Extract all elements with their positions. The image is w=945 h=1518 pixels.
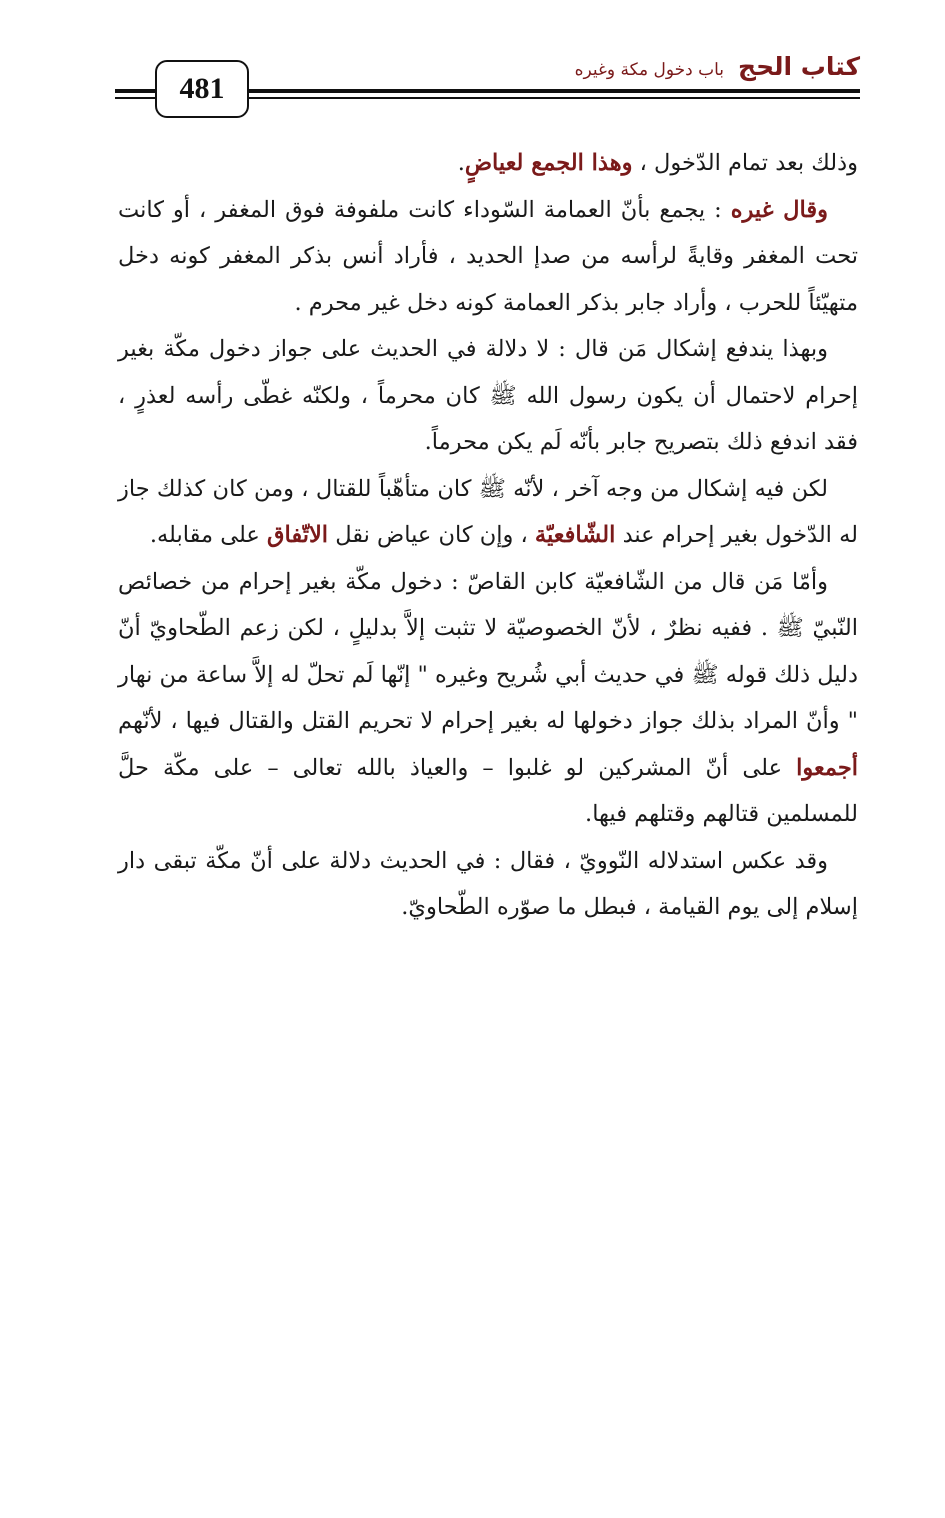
highlight-term: أجمعوا <box>796 754 858 781</box>
page-body <box>118 140 858 931</box>
text-run: على مقابله. <box>149 522 267 548</box>
page-number: 481 <box>155 60 249 118</box>
text-run: على أنّ المشركين لو غلبوا – والعياذ بالله تعالى – على مكّة حلَّ للمسلمين قتالهم وقتلهم فيها. <box>118 754 858 827</box>
paragraph-2 <box>118 187 858 327</box>
page-header <box>115 52 860 122</box>
paragraph-1 <box>118 140 858 187</box>
paragraph-6: وقد عكس استدلاله النّوويّ ، فقال : في الحديث دلالة على أنّ مكّة تبقى دار إسلام إلى يوم القيامة ، فبطل ما صوّره الطّحاويّ. <box>118 847 858 920</box>
paragraph-3: وبهذا يندفع إشكال مَن قال : لا دلالة في الحديث على جواز دخول مكّة بغير إحرام لاحتمال أن يكون رسول الله ﷺ كان محرماً ، ولكنّه غطّى رأسه لعذرٍ ، فقد اندفع ذلك بتصريح جابر بأنّه لَم يكن محرماً. <box>118 336 858 455</box>
highlight-term: الاتّفاق <box>267 522 329 548</box>
text-run: وذلك بعد تمام الدّخول ، <box>632 150 858 176</box>
text-run: . <box>457 150 465 176</box>
text-run: وأمّا مَن قال من الشّافعيّة كابن القاصّ : دخول مكّة بغير إحرام من خصائص النّبيّ ﷺ . ففيه نظرٌ ، لأنّ الخصوصيّة لا تثبت إلاَّ بدليلٍ ، لكن زعم الطّحاويّ أنّ دليل ذلك قوله ﷺ في حديث أبي شُريح وغيره " إنّها لَم تحلّ له إلاَّ ساعة من نهار " وأنّ المراد بذلك جواز دخولها له بغير إحرام لا تحريم القتل والقتال فيها ، لأنّهم <box>118 568 858 734</box>
highlight-term: وقال غيره <box>730 196 828 223</box>
paragraph-5 <box>118 559 858 838</box>
chapter-title: باب دخول مكة وغيره <box>574 60 725 80</box>
header-titles <box>575 52 860 86</box>
highlight-term: الشّافعيّة <box>534 522 616 548</box>
highlight-term: وهذا الجمع لعياضٍ <box>464 150 633 176</box>
text-run: : يجمع بأنّ العمامة السّوداء كانت ملفوفة فوق المغفر ، أو كانت تحت المغفر وقايةً لرأسه من صدإ الحديد ، فأراد أنس بذكر المغفر كونه دخل متهيّئاً للحرب ، وأراد جابر بذكر العمامة كونه دخل غير محرم . <box>118 196 858 316</box>
book-title: كتاب الحج <box>738 52 860 81</box>
text-run: ، وإن كان عياض نقل <box>328 522 535 548</box>
paragraph-4 <box>118 466 858 559</box>
text-run: لكن فيه إشكال من وجه آخر ، لأنّه ﷺ كان متأهّباً للقتال ، ومن كان كذلك جاز له الدّخول بغير إحرام عند <box>118 475 858 548</box>
